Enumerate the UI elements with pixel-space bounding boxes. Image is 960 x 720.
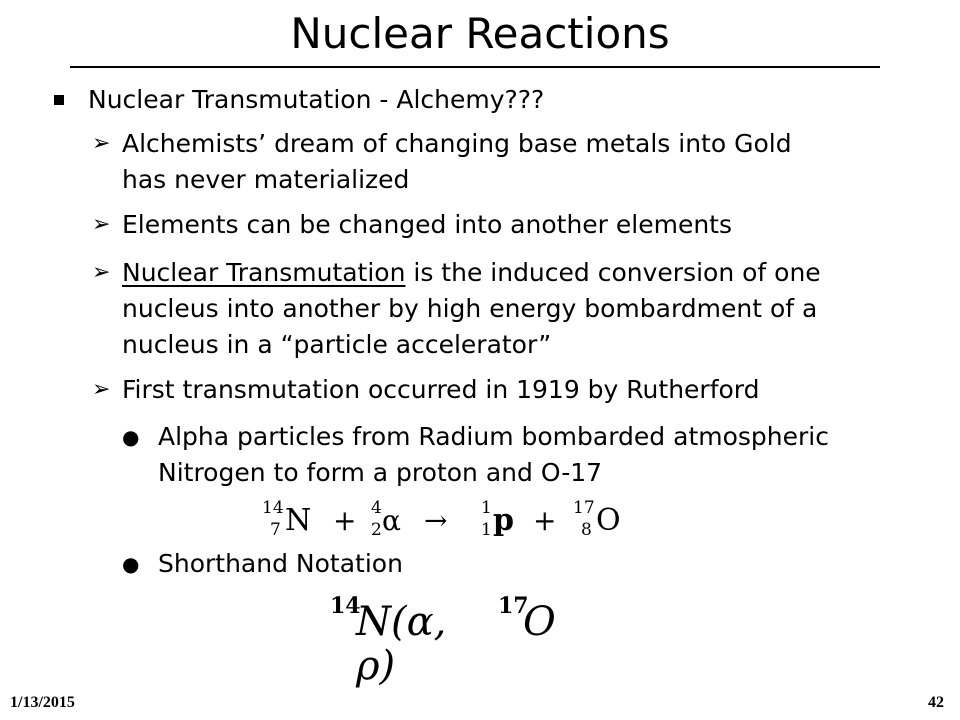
alpha-mass-number: 4 [371, 498, 382, 518]
plus-sign: + [533, 504, 557, 537]
proton-atomic-number: 1 [481, 520, 492, 540]
plus-sign: + [333, 504, 357, 537]
proton-mass-number: 1 [481, 498, 492, 518]
oxygen-mass-number: 17 [573, 498, 595, 518]
sub-sub-bullet-1-line-1: Alpha particles from Radium bombarded atmospheric [158, 422, 829, 451]
nitrogen-atomic-number: 7 [270, 520, 281, 540]
footer-date: 1/13/2015 [10, 694, 75, 711]
oxygen-symbol: O [596, 503, 621, 538]
slide-title: Nuclear Reactions [290, 9, 670, 58]
underlined-term: Nuclear Transmutation [122, 258, 406, 287]
alpha-symbol: α [382, 504, 401, 537]
sub-sub-bullet-2: Shorthand Notation [158, 549, 403, 578]
sub-bullet-1-line-2: has never materialized [122, 165, 410, 194]
shorthand-oxygen-symbol: O [523, 599, 556, 645]
proton-symbol: p [493, 503, 514, 538]
dot-bullet-icon: ● [122, 425, 140, 449]
sub-bullet-1-line-1: Alchemists’ dream of changing base metals into Gold [122, 129, 792, 158]
title-divider [70, 66, 880, 68]
sub-bullet-3-line-1 [122, 255, 821, 291]
sub-sub-bullet-1-line-2: Nitrogen to form a proton and O-17 [158, 458, 603, 487]
sub-bullet-3-line-2: nucleus into another by high energy bombardment of a [122, 294, 818, 323]
square-bullet-icon [54, 95, 64, 105]
bullet-main: Nuclear Transmutation - Alchemy??? [88, 85, 545, 114]
alpha-atomic-number: 2 [371, 520, 382, 540]
sub-bullet-2: Elements can be changed into another elements [122, 210, 733, 239]
footer-page-number: 42 [928, 694, 944, 711]
sub-bullet-3-line-3: nucleus in a “particle accelerator” [122, 330, 552, 359]
nitrogen-mass-number: 14 [262, 498, 284, 518]
arrow-bullet-icon: ➢ [92, 260, 111, 285]
dot-bullet-icon: ● [122, 552, 140, 576]
sub-bullet-4: First transmutation occurred in 1919 by Rutherford [122, 375, 760, 404]
sub-bullet-3-line-1-rest: is the induced conversion of one [405, 258, 821, 287]
reaction-arrow: → [424, 504, 448, 537]
nitrogen-symbol: N [285, 503, 312, 538]
shorthand-nitrogen-mass: 14 [330, 593, 361, 619]
arrow-bullet-icon: ➢ [92, 377, 111, 402]
arrow-bullet-icon: ➢ [92, 212, 111, 237]
arrow-bullet-icon: ➢ [92, 131, 111, 156]
shorthand-oxygen-mass: 17 [498, 593, 529, 619]
oxygen-atomic-number: 8 [581, 520, 592, 540]
shorthand-body: N(α, ρ) [356, 599, 447, 689]
